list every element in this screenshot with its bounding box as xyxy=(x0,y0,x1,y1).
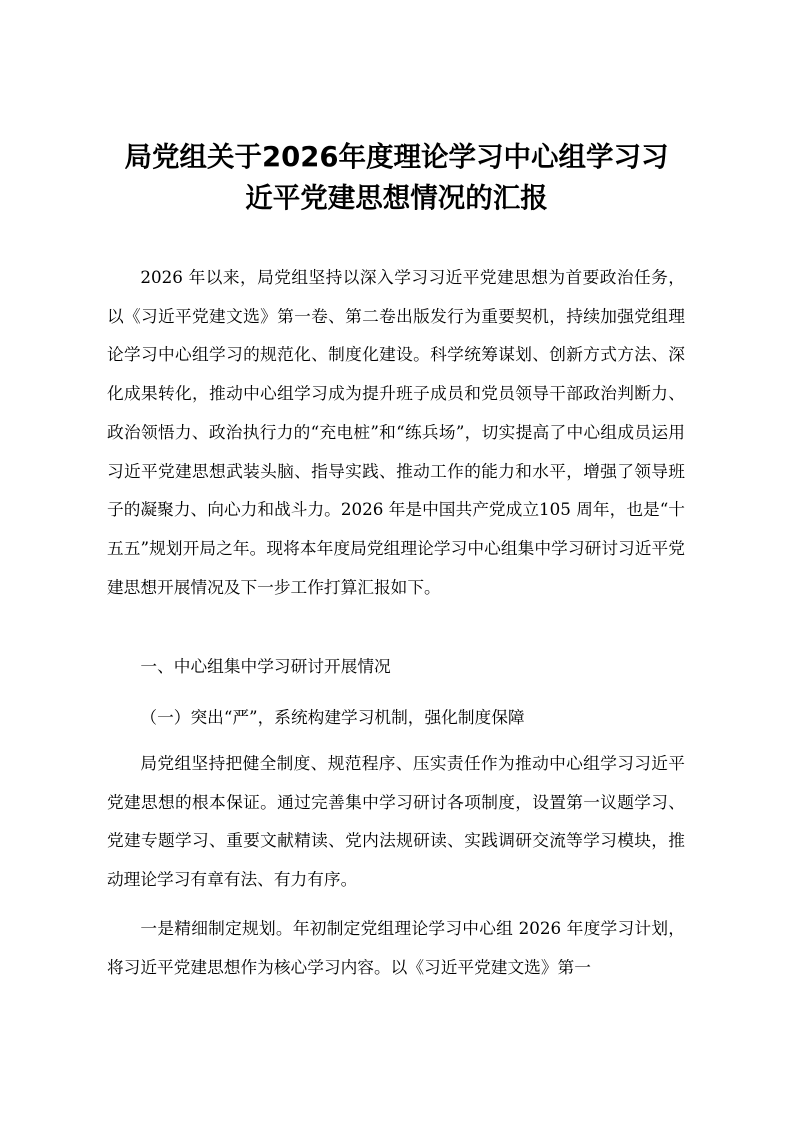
section-paragraph: 局党组坚持把健全制度、规范程序、压实责任作为推动中心组学习习近平党建思想的根本保证。通过完善集中学习研讨各项制度，设置第一议题学习、党建专题学习、重要文献精读、党内法规研读、实践调研交流等学习模块，推动理论学习有章有法、有力有序。 xyxy=(107,753,685,890)
intro-paragraph: 2026 年以来，局党组坚持以深入学习习近平党建思想为首要政治任务，以《习近平党建文选》第一卷、第二卷出版发行为重要契机，持续加强党组理论学习中心组学习的规范化、制度化建设。科学统筹谋划、创新方式方法、深化成果转化，推动中心组学习成为提升班子成员和党员领导干部政治判断力、政治领悟力、政治执行力的“充电桩”和“练兵场”，切实提高了中心组成员运用习近平党建思想武装头脑、指导实践、推动工作的能力和水平，增强了领导班子的凝聚力、向心力和战斗力。2026 年是中国共产党成立105 周年，也是“十五五”规划开局之年。现将本年度局党组理论学习中心组集中学习研讨习近平党建思想开展情况及下一步工作打算汇报如下。 xyxy=(107,267,685,597)
document-title-line-2: 近平党建思想情况的汇报 xyxy=(245,182,548,214)
subsection-heading: （一）突出“严”，系统构建学习机制，强化制度保障 xyxy=(140,707,525,727)
section-heading: 一、中心组集中学习研讨开展情况 xyxy=(140,656,391,676)
document-title-line-1: 局党组关于2026年度理论学习中心组学习习 xyxy=(124,141,669,173)
item-paragraph: 一是精细制定规划。年初制定党组理论学习中心组 2026 年度学习计划，将习近平党建思想作为核心学习内容。以《习近平党建文选》第一 xyxy=(107,918,685,977)
